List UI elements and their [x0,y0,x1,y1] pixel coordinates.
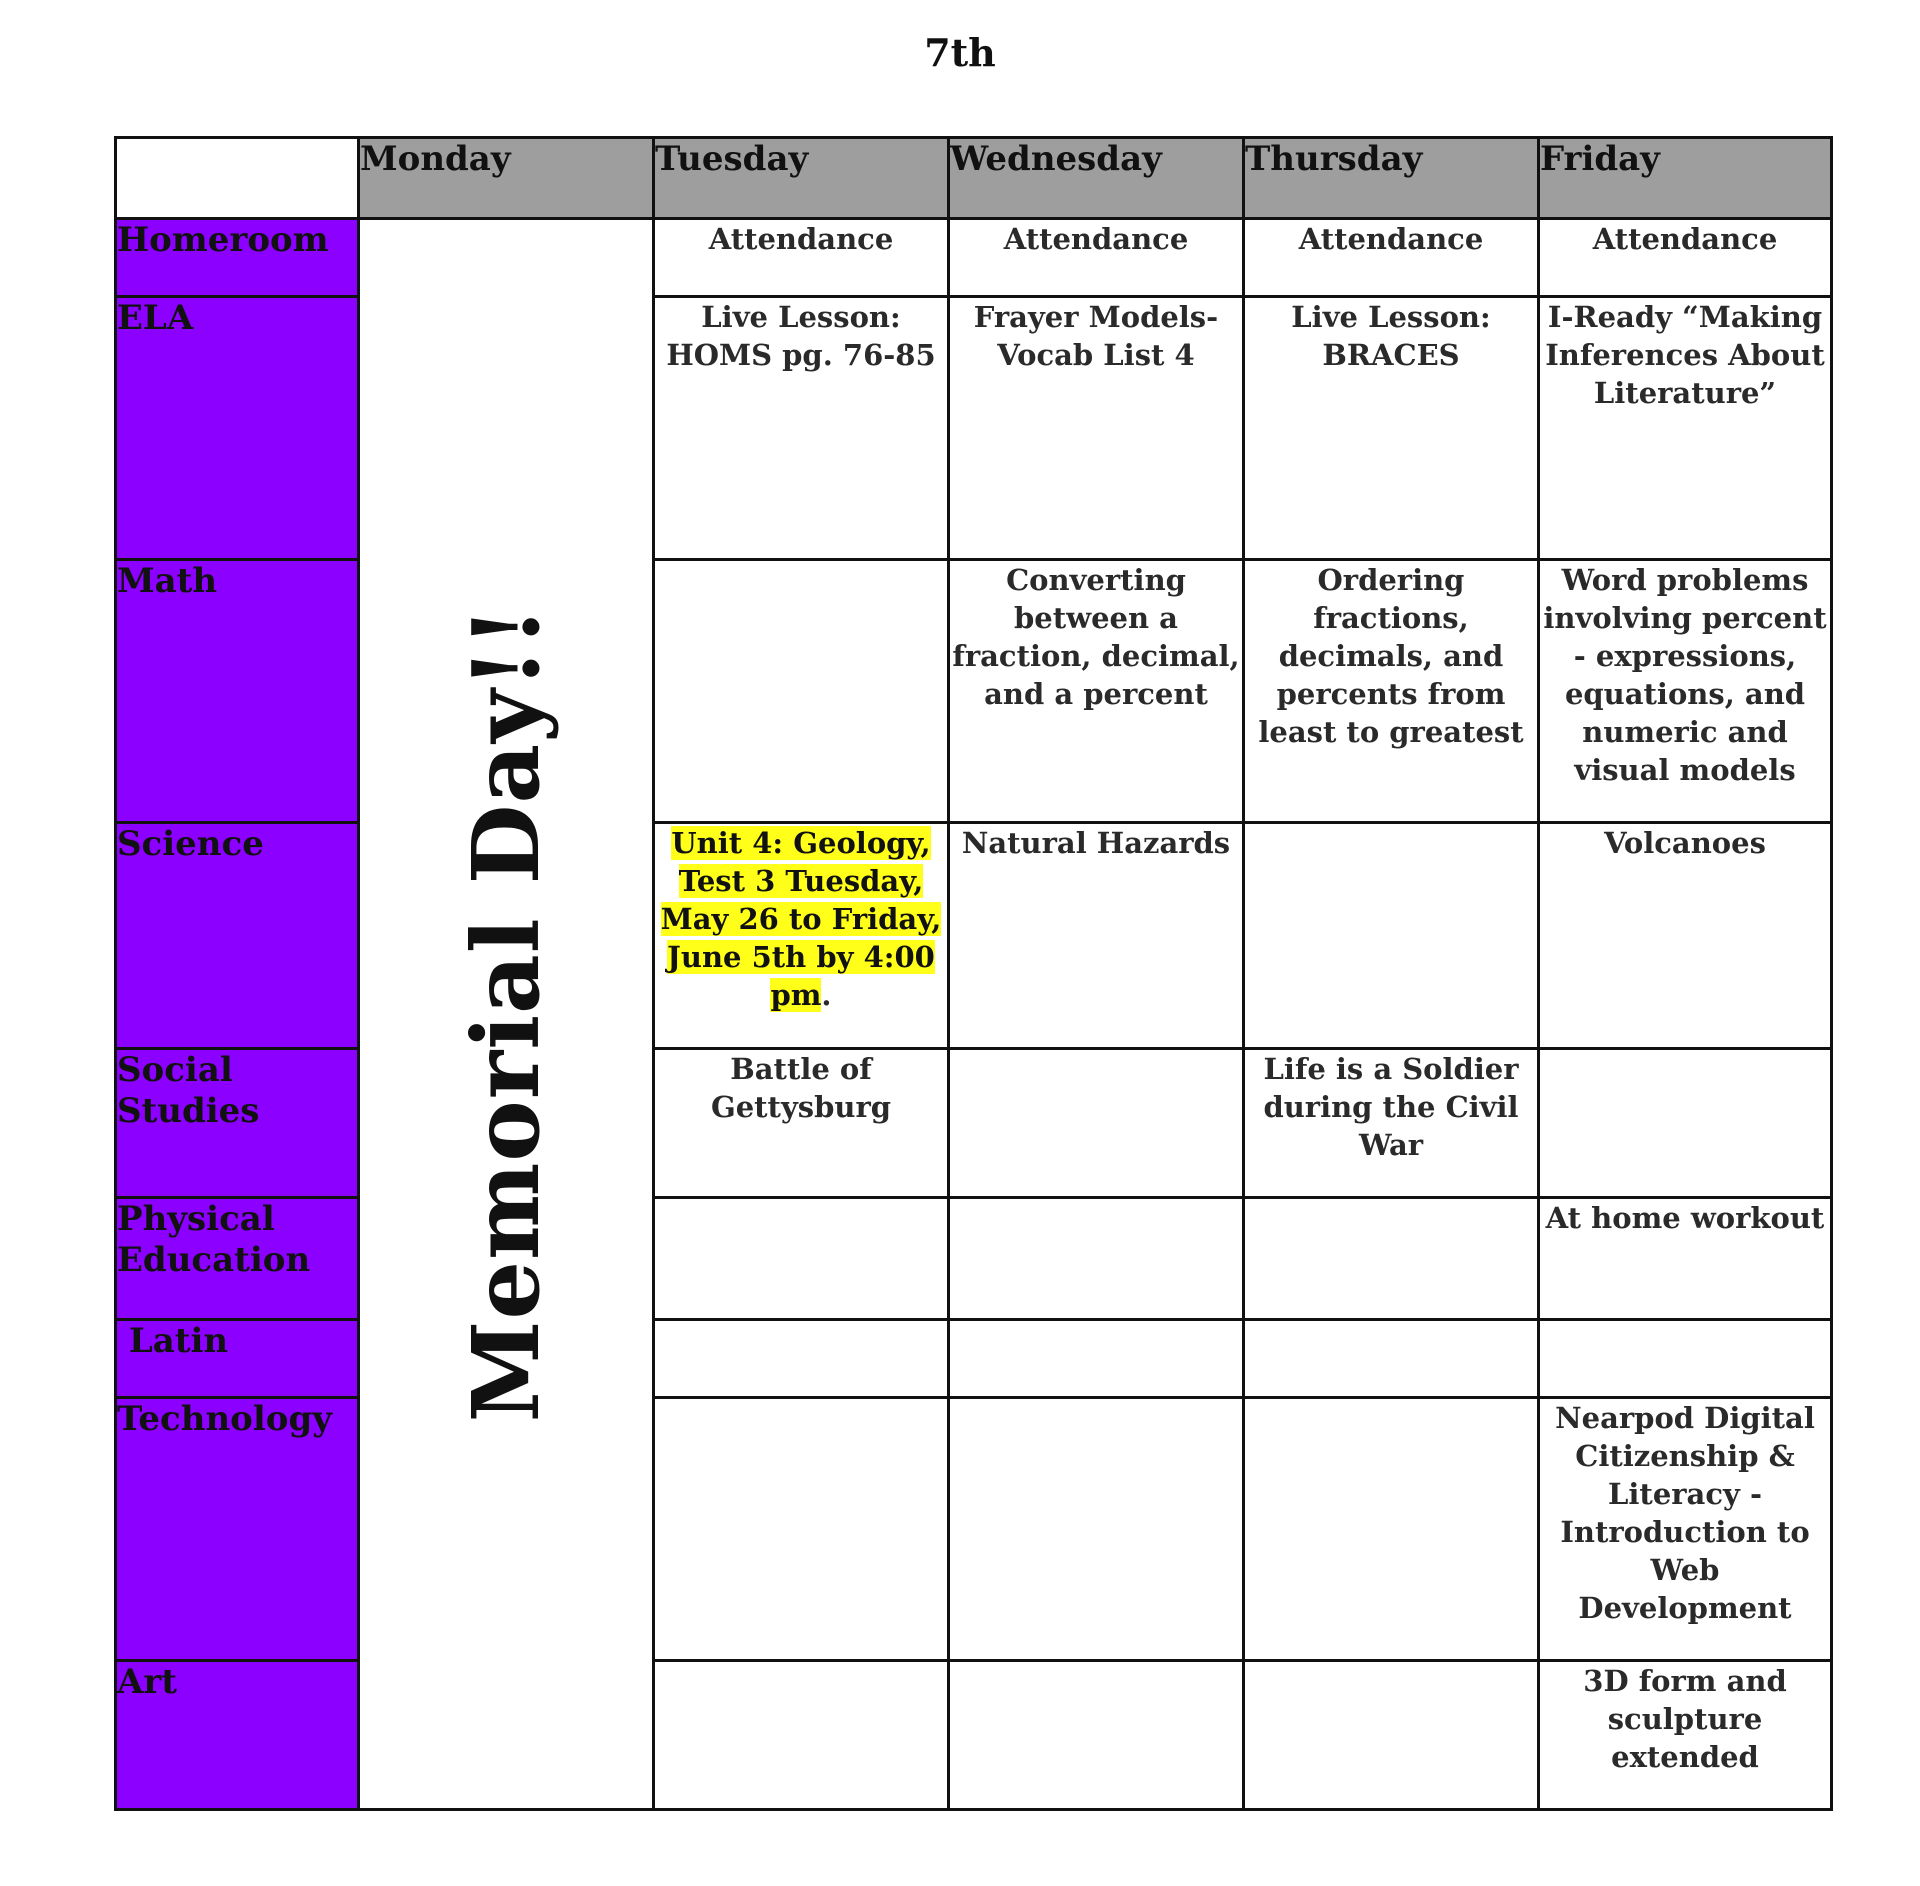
cell-thursday [1244,1198,1539,1320]
day-header-wednesday: Wednesday [949,138,1244,219]
cell-thursday [1244,823,1539,1049]
cell-friday: 3D form and sculpture extended [1539,1661,1832,1810]
cell-friday [1539,1320,1832,1398]
cell-tuesday [654,1198,949,1320]
cell-wednesday: Natural Hazards [949,823,1244,1049]
cell-wednesday: Converting between a fraction, decimal, and a percent [949,560,1244,823]
cell-tuesday [654,823,949,1049]
subject-label: Social Studies [116,1049,359,1198]
header-row [116,138,1832,219]
cell-tuesday [654,560,949,823]
test-note-period: . [821,978,832,1012]
cell-tuesday [654,1398,949,1661]
cell-friday: Volcanoes [1539,823,1832,1049]
cell-thursday: Attendance [1244,219,1539,297]
cell-wednesday: Frayer Models-Vocab List 4 [949,297,1244,560]
cell-wednesday [949,1049,1244,1198]
weekly-schedule-table [114,136,1833,1811]
subject-label: Homeroom [116,219,359,297]
day-header-friday: Friday [1539,138,1832,219]
day-header-monday: Monday [359,138,654,219]
cell-tuesday: Attendance [654,219,949,297]
cell-wednesday: Attendance [949,219,1244,297]
cell-tuesday [654,1661,949,1810]
subject-label: Art [116,1661,359,1810]
cell-thursday: Ordering fractions, decimals, and percents from least to greatest [1244,560,1539,823]
cell-thursday: Life is a Soldier during the Civil War [1244,1049,1539,1198]
cell-thursday [1244,1661,1539,1810]
cell-friday: At home workout [1539,1198,1832,1320]
day-header-thursday: Thursday [1244,138,1539,219]
cell-wednesday [949,1398,1244,1661]
cell-friday: Attendance [1539,219,1832,297]
cell-friday: Nearpod Digital Citizenship & Literacy - Introduction to Web Development [1539,1398,1832,1661]
memorial-day-note: Memorial Day!! [452,605,560,1423]
subject-label: Math [116,560,359,823]
subject-label: ELA [116,297,359,560]
highlighted-test-note: Unit 4: Geology, Test 3 Tuesday, May 26 to Friday, June 5th by 4:00 pm [660,826,942,1012]
cell-wednesday [949,1320,1244,1398]
cell-thursday [1244,1398,1539,1661]
cell-friday [1539,1049,1832,1198]
cell-friday: I-Ready “Making Inferences About Literature” [1539,297,1832,560]
monday-column [359,219,654,1810]
subject-label: Latin [116,1320,359,1398]
cell-tuesday: Live Lesson: HOMS pg. 76-85 [654,297,949,560]
cell-tuesday [654,1320,949,1398]
cell-tuesday: Battle of Gettysburg [654,1049,949,1198]
day-header-tuesday: Tuesday [654,138,949,219]
corner-cell [116,138,359,219]
row-homeroom [116,219,1832,297]
cell-thursday [1244,1320,1539,1398]
cell-thursday: Live Lesson: BRACES [1244,297,1539,560]
subject-label: Physical Education [116,1198,359,1320]
subject-label: Technology [116,1398,359,1661]
cell-wednesday [949,1661,1244,1810]
cell-friday: Word problems involving percent - expressions, equations, and numeric and visual models [1539,560,1832,823]
cell-wednesday [949,1198,1244,1320]
page-title: 7th [924,30,996,75]
subject-label: Science [116,823,359,1049]
